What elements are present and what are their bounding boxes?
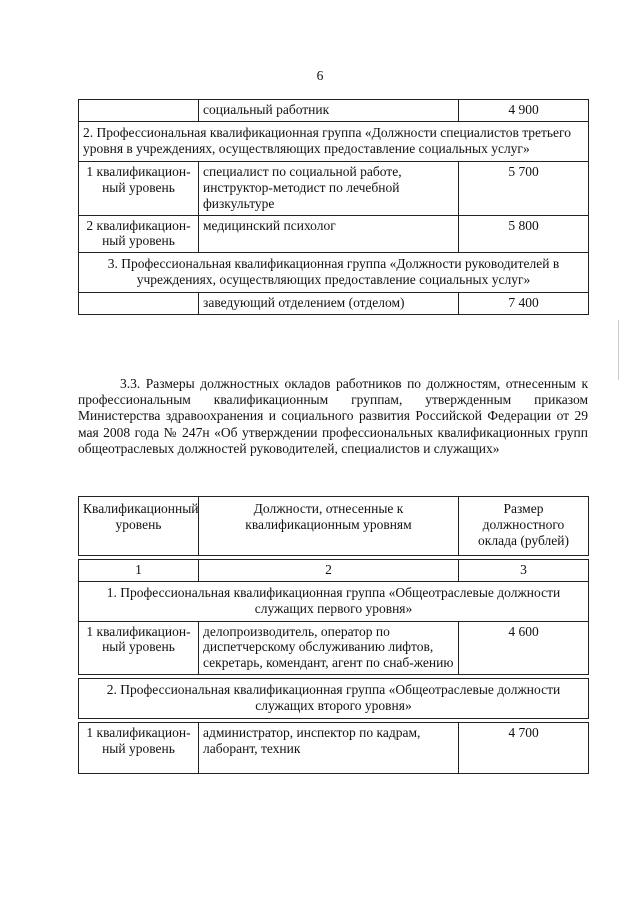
salary-cell: 5 700 (459, 161, 589, 215)
qualification-level-cell: 1 квалификацион-ный уровень (79, 723, 199, 774)
column-number-row (79, 559, 589, 581)
header-row (79, 497, 589, 556)
positions-cell: социальный работник (199, 100, 459, 122)
qualification-level-cell (79, 100, 199, 122)
group-title-cell: 3. Профессиональная квалификационная группа «Должности руководителей в учреждениях, осуществляющих предоставление социальных услуг» (79, 253, 589, 293)
margin-mark (618, 320, 619, 380)
table-row (79, 293, 589, 315)
column-number: 2 (199, 559, 459, 581)
column-number: 1 (79, 559, 199, 581)
qualification-level-cell: 1 квалификацион-ный уровень (79, 161, 199, 215)
positions-cell: администратор, инспектор по кадрам, лаборант, техник (199, 723, 459, 774)
header-salary: Размер должностного оклада (рублей) (459, 497, 589, 556)
group-title-cell: 2. Профессиональная квалификационная группа «Общеотраслевые должности служащих второго уровня» (79, 679, 589, 719)
group-row (79, 121, 589, 161)
salary-table-general (78, 496, 589, 774)
group-title-cell: 1. Профессиональная квалификационная группа «Общеотраслевые должности служащих первого уровня» (79, 581, 589, 621)
salary-table-continued (78, 99, 589, 315)
table-row (79, 621, 589, 675)
salary-cell: 5 800 (459, 215, 589, 253)
column-number: 3 (459, 559, 589, 581)
salary-cell: 7 400 (459, 293, 589, 315)
salary-cell: 4 900 (459, 100, 589, 122)
header-qualification-level: Квалификационный уровень (79, 497, 199, 556)
positions-cell: делопроизводитель, оператор по диспетчерскому обслуживанию лифтов, секретарь, комендант, агент по снаб-жению (199, 621, 459, 675)
table-row (79, 100, 589, 122)
positions-cell: медицинский психолог (199, 215, 459, 253)
table-row (79, 215, 589, 253)
qualification-level-cell: 2 квалификацион-ный уровень (79, 215, 199, 253)
table-row (79, 723, 589, 774)
qualification-level-cell (79, 293, 199, 315)
group-row (79, 253, 589, 293)
positions-cell: заведующий отделением (отделом) (199, 293, 459, 315)
group-row (79, 581, 589, 621)
group-row (79, 679, 589, 719)
salary-cell: 4 600 (459, 621, 589, 675)
header-positions: Должности, отнесенные к квалификационным уровням (199, 497, 459, 556)
section-paragraph: 3.3. Размеры должностных окладов работников по должностям, отнесенным к профессиональным квалификационным группам, утвержденным приказом Министерства здравоохранения и социального развития Российской Федерации от 29 мая 2008 года № 247н «Об утверждении профессиональных квалификационных групп общеотраслевых должностей руководителей, специалистов и служащих» (78, 376, 588, 456)
qualification-level-cell: 1 квалификацион-ный уровень (79, 621, 199, 675)
table-row (79, 161, 589, 215)
group-title-cell: 2. Профессиональная квалификационная группа «Должности специалистов третьего уровня в учреждениях, осуществляющих предоставление социальных услуг» (79, 121, 589, 161)
salary-cell: 4 700 (459, 723, 589, 774)
page-number: 6 (316, 68, 324, 83)
positions-cell: специалист по социальной работе, инструктор-методист по лечебной физкультуре (199, 161, 459, 215)
